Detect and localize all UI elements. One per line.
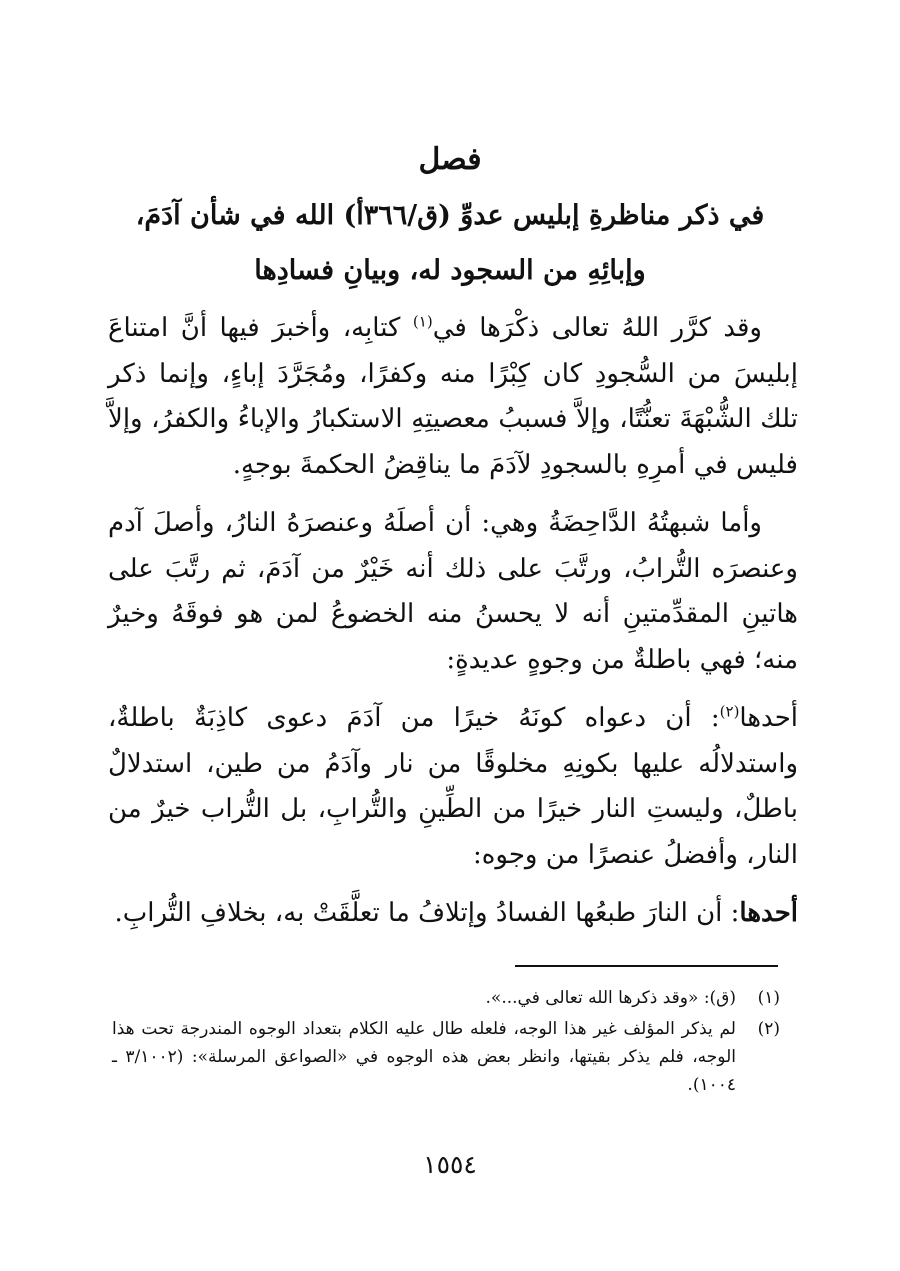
footnote-ref-2: (٢) xyxy=(719,702,740,721)
paragraph-1 xyxy=(108,306,798,488)
footnote-1-number: (١) xyxy=(757,988,780,1008)
footnote-1-text: (ق): «وقد ذكرها الله تعالى في...». xyxy=(485,988,736,1008)
footnotes xyxy=(112,984,780,1102)
page-number: ١٥٥٤ xyxy=(423,1150,477,1179)
paragraph-2: وأما شبهتُهُ الدَّاحِضَةُ وهي: أن أصلَهُ وعنصرَهُ النارُ، وأصلَ آدم وعنصرَه التُّرابُ، ورتَّبَ على ذلك أنه خَيْرٌ من آدَمَ، ثم رتَّبَ على هاتينِ المقدِّمتينِ أنه لا يحسنُ منه الخضوعُ لمن هو فوقَهُ وخيرٌ منه؛ فهي باطلةٌ من وجوهٍ عديدةٍ: xyxy=(108,508,798,675)
paragraph-1-start: وقد كرَّر اللهُ تعالى ذكْرَها في xyxy=(432,313,762,343)
paragraph-4 xyxy=(108,891,798,937)
footnote-ref-1: (١) xyxy=(412,312,433,331)
section-subtitle-line-1: في ذكر مناظرةِ إبليس عدوِّ (ق/٣٦٦أ) الله في شأن آدَمَ، xyxy=(135,200,765,231)
paragraph-3-rest: : أن دعواه كونَهُ خيرًا من آدَمَ دعوى كاذِبَةٌ باطلةٌ، واستدلالُه عليها بكونِهِ مخلوقًا من نار وآدَمُ من طين، استدلالٌ باطلٌ، وليستِ النار خيرًا من الطِّينِ والتُّرابِ، بل التُّراب خيرٌ من النار، وأفضلُ عنصرًا من وجوه: xyxy=(108,703,798,870)
paragraph-4-lead: أحدها xyxy=(739,898,798,928)
paragraph-4-rest: : أن النارَ طبعُها الفسادُ وإتلافُ ما تعلَّقَتْ به، بخلافِ التُّرابِ. xyxy=(114,898,740,928)
footnote-1 xyxy=(112,984,780,1012)
footnote-2-number: (٢) xyxy=(757,1019,780,1039)
footnote-2-text: لم يذكر المؤلف غير هذا الوجه، فلعله طال عليه الكلام بتعداد الوجوه المندرجة تحت هذا الوجه، فلم يذكر بقيتها، وانظر بعض هذه الوجوه في «الصواعق المرسلة»: (٣/١٠٠٢ ـ ١٠٠٤). xyxy=(112,1019,736,1095)
paragraph-3 xyxy=(108,696,798,878)
paragraph-3-start: أحدها xyxy=(739,703,798,733)
footnote-separator xyxy=(515,965,778,967)
main-text xyxy=(108,306,798,950)
footnote-2 xyxy=(112,1015,780,1099)
section-heading: فصل xyxy=(418,142,482,177)
section-subtitle-line-2: وإبائِهِ من السجود له، وبيانِ فسادِها xyxy=(254,255,646,286)
paragraph-1-rest: كتابِه، وأخبرَ فيها أنَّ امتناعَ إبليسَ من السُّجودِ كان كِبْرًا منه وكفرًا، ومُجَرَّدَ إباءٍ، وإنما ذكر تلك الشُّبْهَةَ تعنُّتًا، وإلاَّ فسببُ معصيتِهِ الاستكبارُ والإباءُ والكفرُ، وإلاَّ فليس في أمرِهِ بالسجودِ لآدَمَ ما يناقِضُ الحكمةَ بوجهٍ. xyxy=(108,313,798,480)
